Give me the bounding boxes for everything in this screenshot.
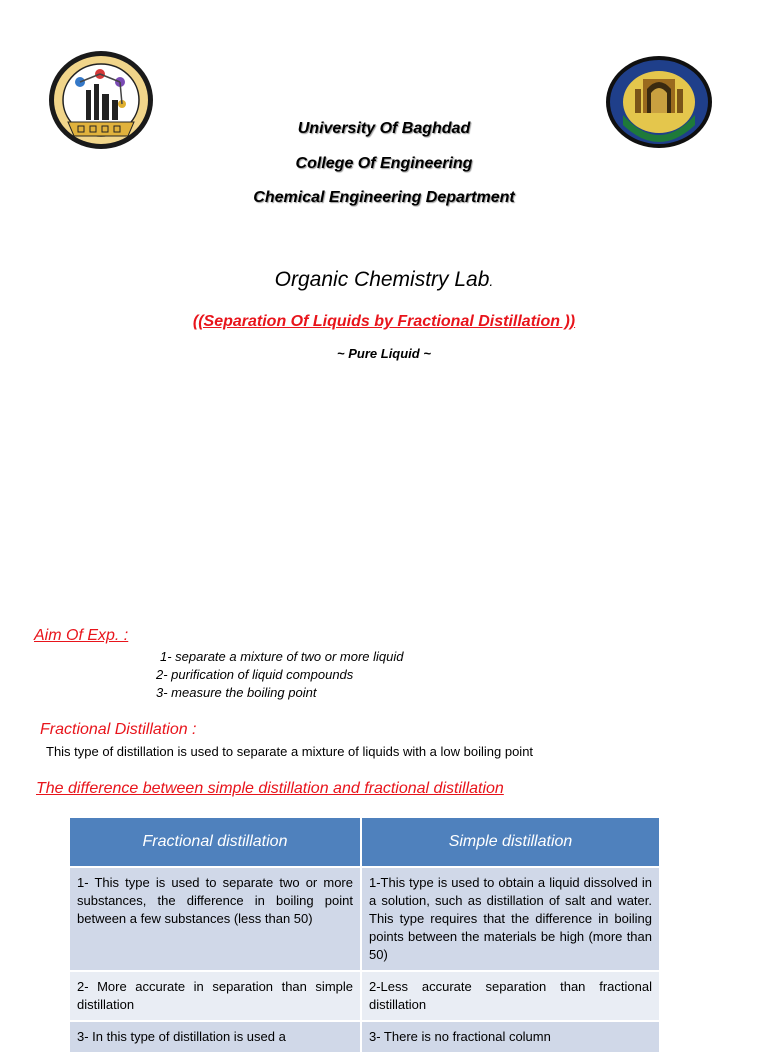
document-title: Organic Chemistry Lab. xyxy=(274,268,494,291)
aim-heading: Aim Of Exp. : xyxy=(34,627,129,644)
table-cell: 3- There is no fractional column xyxy=(361,1021,660,1052)
fractional-description: This type of distillation is used to separate a mixture of liquids with a low boiling point xyxy=(46,744,534,759)
document-subtitle: ((Separation Of Liquids by Fractional Distillation )) xyxy=(192,313,576,330)
aim-item-1: 1- separate a mixture of two or more liquid xyxy=(160,649,404,664)
difference-heading: The difference between simple distillation and fractional distillation xyxy=(36,780,504,797)
table-row xyxy=(70,971,660,1021)
table-cell: 1-This type is used to obtain a liquid dissolved in a solution, such as distillation of salt and water. This type requires that the difference in boiling points between the materials be high (more than 50) xyxy=(361,867,660,971)
header-simple: Simple distillation xyxy=(361,818,660,867)
fractional-heading: Fractional Distillation : xyxy=(40,721,197,738)
table-cell: 2-Less accurate separation than fractional distillation xyxy=(361,971,660,1021)
aim-item-3: 3- measure the boiling point xyxy=(156,685,317,700)
header-fractional: Fractional distillation xyxy=(70,818,361,867)
table-cell: 2- More accurate in separation than simple distillation xyxy=(70,971,361,1021)
college-name: College Of Engineering xyxy=(295,155,473,172)
table-header-row xyxy=(70,818,660,867)
university-name: University Of Baghdad xyxy=(297,120,471,137)
table-row xyxy=(70,1021,660,1052)
table-row xyxy=(70,867,660,971)
aim-item-2: 2- purification of liquid compounds xyxy=(156,667,354,682)
table-cell: 1- This type is used to separate two or more substances, the difference in boiling point between a few substances (less than 50) xyxy=(70,867,361,971)
table-cell: 3- In this type of distillation is used a xyxy=(70,1021,361,1052)
comparison-table xyxy=(70,818,661,1052)
department-name: Chemical Engineering Department xyxy=(253,189,515,206)
document-tagline: ~ Pure Liquid ~ xyxy=(337,346,431,361)
